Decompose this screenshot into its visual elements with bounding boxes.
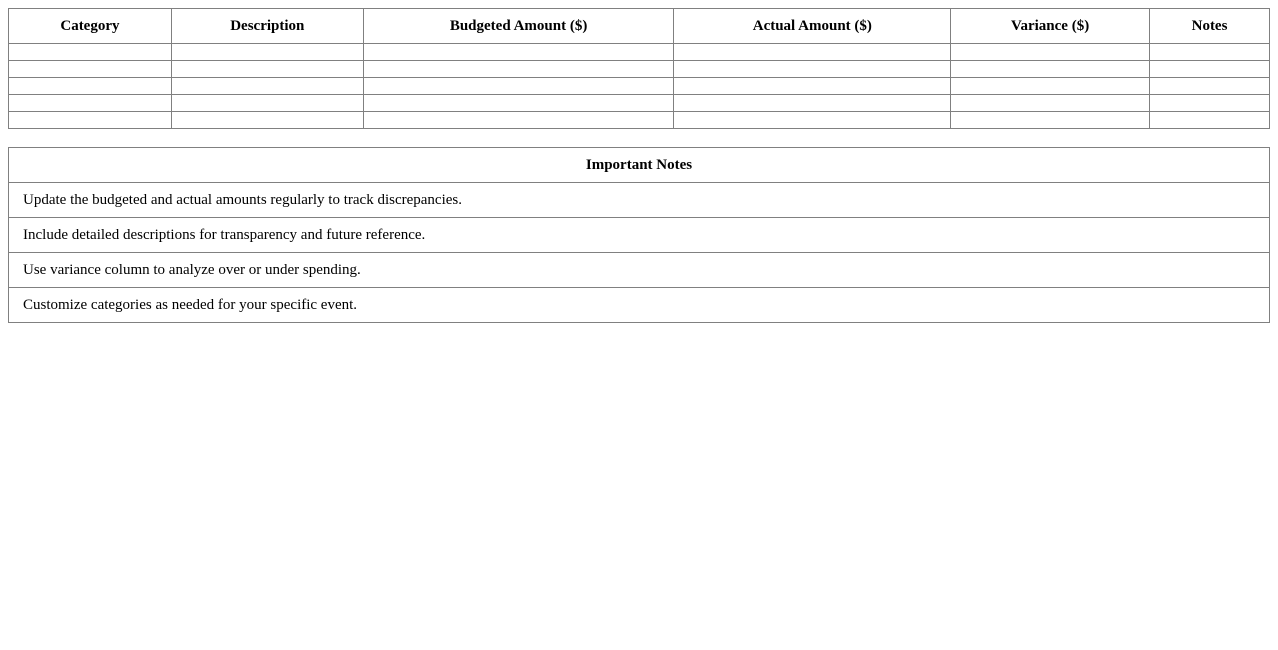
table-cell[interactable] <box>363 78 674 95</box>
header-actual-amount: Actual Amount ($) <box>674 9 951 44</box>
table-row <box>9 112 1270 129</box>
table-row <box>9 78 1270 95</box>
table-row <box>9 44 1270 61</box>
table-cell[interactable] <box>951 61 1150 78</box>
table-cell[interactable] <box>171 44 363 61</box>
table-cell[interactable] <box>1150 44 1270 61</box>
table-cell[interactable] <box>9 44 172 61</box>
table-cell[interactable] <box>674 112 951 129</box>
table-cell[interactable] <box>1150 78 1270 95</box>
table-cell[interactable] <box>9 95 172 112</box>
header-variance: Variance ($) <box>951 9 1150 44</box>
note-row <box>9 218 1270 253</box>
table-cell[interactable] <box>951 112 1150 129</box>
table-cell[interactable] <box>9 61 172 78</box>
table-cell[interactable] <box>951 44 1150 61</box>
table-cell[interactable] <box>1150 112 1270 129</box>
table-cell[interactable] <box>674 44 951 61</box>
table-cell[interactable] <box>171 112 363 129</box>
header-description: Description <box>171 9 363 44</box>
note-item: Use variance column to analyze over or under spending. <box>9 253 1270 288</box>
note-row <box>9 183 1270 218</box>
note-item: Include detailed descriptions for transparency and future reference. <box>9 218 1270 253</box>
table-cell[interactable] <box>1150 95 1270 112</box>
table-cell[interactable] <box>363 95 674 112</box>
budget-header-row <box>9 9 1270 44</box>
table-cell[interactable] <box>951 95 1150 112</box>
note-row <box>9 253 1270 288</box>
table-cell[interactable] <box>674 78 951 95</box>
table-cell[interactable] <box>363 44 674 61</box>
table-cell[interactable] <box>674 95 951 112</box>
notes-title: Important Notes <box>9 148 1270 183</box>
important-notes-table <box>8 147 1270 323</box>
note-row <box>9 288 1270 323</box>
header-category: Category <box>9 9 172 44</box>
table-cell[interactable] <box>171 78 363 95</box>
table-row <box>9 95 1270 112</box>
budget-table <box>8 8 1270 129</box>
table-cell[interactable] <box>171 61 363 78</box>
table-cell[interactable] <box>363 61 674 78</box>
note-item: Customize categories as needed for your specific event. <box>9 288 1270 323</box>
table-cell[interactable] <box>1150 61 1270 78</box>
table-cell[interactable] <box>9 78 172 95</box>
header-budgeted-amount: Budgeted Amount ($) <box>363 9 674 44</box>
note-item: Update the budgeted and actual amounts regularly to track discrepancies. <box>9 183 1270 218</box>
table-cell[interactable] <box>363 112 674 129</box>
table-cell[interactable] <box>674 61 951 78</box>
table-cell[interactable] <box>951 78 1150 95</box>
notes-header-row <box>9 148 1270 183</box>
header-notes: Notes <box>1150 9 1270 44</box>
table-cell[interactable] <box>9 112 172 129</box>
table-cell[interactable] <box>171 95 363 112</box>
table-row <box>9 61 1270 78</box>
